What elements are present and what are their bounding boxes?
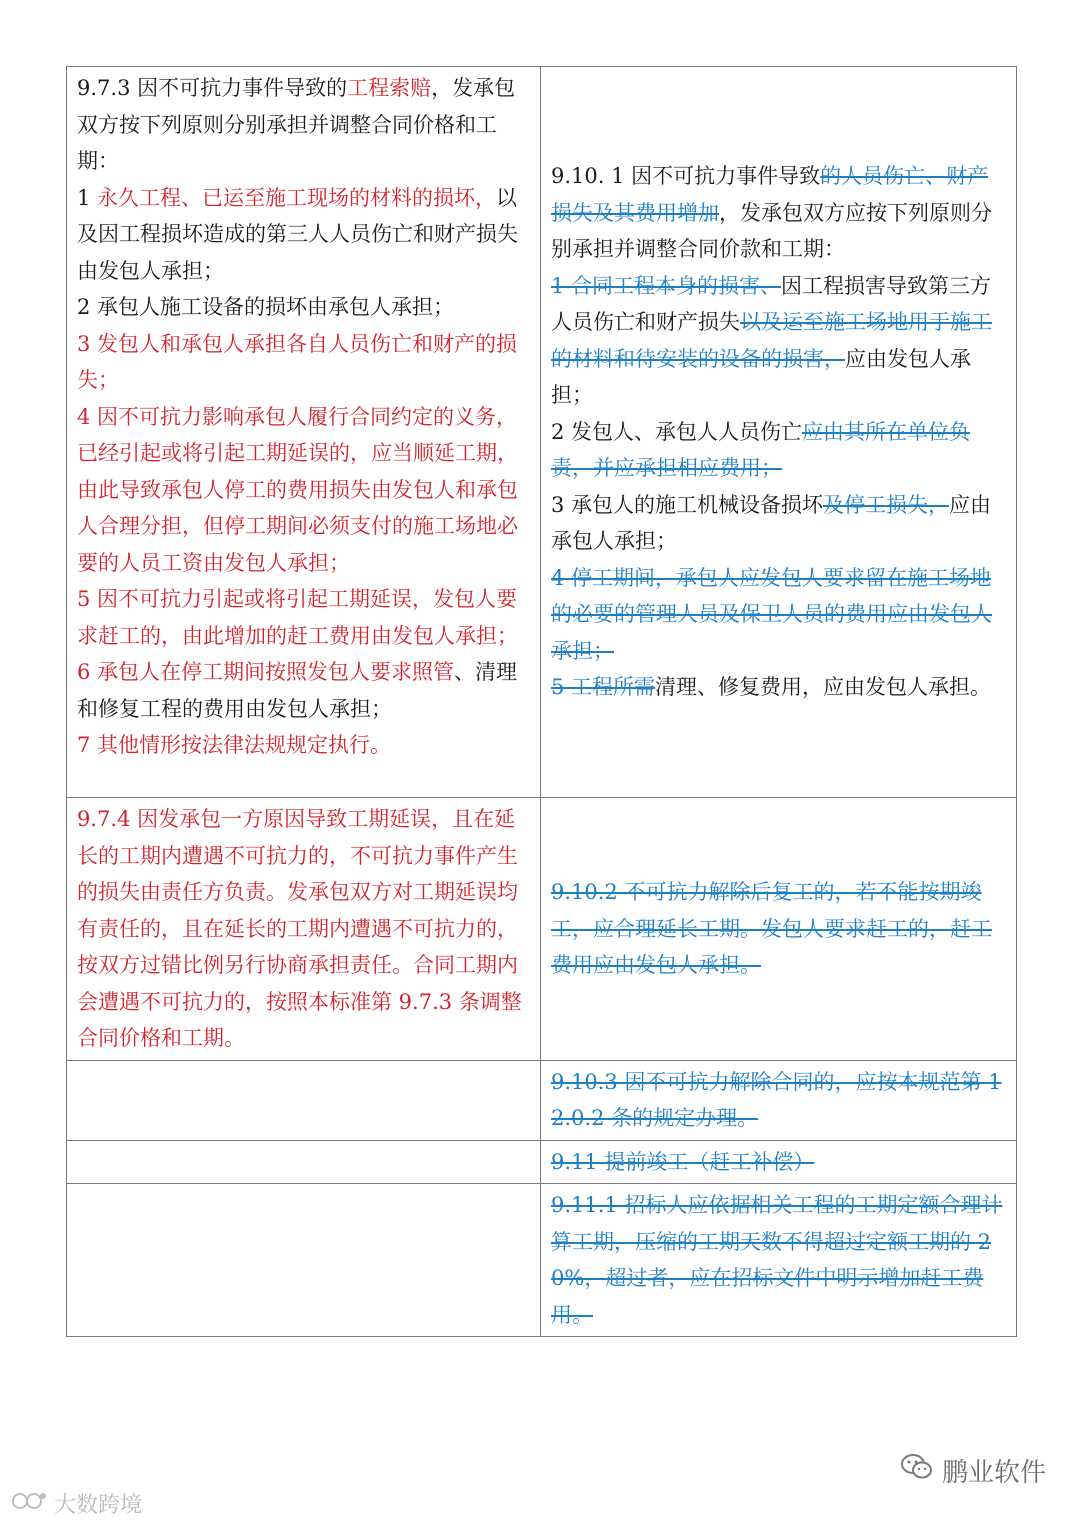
right-cell-9-10-3: 9.10.3 因不可抗力解除合同的，应按本规范第 12.0.2 条的规定办理。 (541, 1060, 1017, 1140)
table-row (67, 1060, 1017, 1140)
empty-left-cell (67, 1140, 541, 1184)
clause-item-7: 7 其他情形按法律法规规定执行。 (77, 733, 392, 757)
left-cell-9-7-3 (67, 67, 541, 798)
clause-item-2: 2 发包人、承包人人员伤亡应由其所在单位负责，并应承担相应费用； (551, 419, 971, 481)
watermark-text: 大数跨境 (54, 1493, 143, 1518)
left-cell-9-7-4: 9.7.4 因发承包一方原因导致工期延误，且在延长的工期内遭遇不可抗力的，不可抗力事件产生的损失由责任方负责。发承包双方对工期延误均有责任的，且在延长的工期内遭遇不可抗力的，按双方过错比例另行协商承担责任。合同工期内会遭遇不可抗力的，按照本标准第 9.7.3 条调整合同价格和工期。 (67, 798, 541, 1061)
right-cell-9-10-2: 9.10.2 不可抗力解除后复工的，若不能按期竣工，应合理延长工期。发包人要求赶工的，赶工费用应由发包人承担。 (541, 798, 1017, 1061)
clause-item-4: 4 停工期间，承包人应发包人要求留在施工场地的必要的管理人员及保卫人员的费用应由发包人承担； (551, 565, 992, 663)
watermark (12, 1488, 142, 1519)
brand-footer (900, 1452, 1046, 1489)
clause-item-3: 3 发包人和承包人承担各自人员伤亡和财产的损失； (77, 331, 518, 392)
clause-item-4: 4 因不可抗力影响承包人履行合同约定的义务，已经引起或将引起工期延误的，应当顺延工期，由此导致承包人停工的费用损失由发包人和承包人合理分担，但停工期间必须支付的施工场地必要的人员工资由发包人承担； (77, 404, 518, 575)
clause-item-1: 1 合同工程本身的损害、因工程损害导致第三方人员伤亡和财产损失以及运至施工场地用于施工的材料和待安装的设备的损害，应由发包人承担； (551, 273, 992, 408)
clause-item-3: 3 承包人的施工机械设备损坏及停工损失，应由承包人承担； (551, 492, 992, 554)
table-row (67, 798, 1017, 1061)
brand-name: 鹏业软件 (941, 1458, 1046, 1488)
clause-item-1: 1 永久工程、已运至施工现场的材料的损坏，以及因工程损坏造成的第三人人员伤亡和财产损失由发包人承担； (77, 185, 518, 283)
clause-9-7-3-lead: 9.7.3 因不可抗力事件导致的工程索赔，发承包双方按下列原则分别承担并调整合同价格和工期： (77, 76, 516, 173)
clause-item-5: 5 工程所需清理、修复费用，应由发包人承担。 (551, 675, 992, 700)
watermark-logo-icon (12, 1490, 48, 1518)
right-cell-9-11-1: 9.11.1 招标人应依据相关工程的工期定额合理计算工期，压缩的工期天数不得超过定额工期的 20%，超过者，应在招标文件中明示增加赶工费用。 (541, 1184, 1017, 1337)
clause-item-6: 6 承包人在停工期间按照发包人要求照管、清理和修复工程的费用由发包人承担； (77, 660, 518, 721)
wechat-icon (900, 1453, 934, 1488)
clause-9-10-1-lead: 9.10. 1 因不可抗力事件导致的人员伤亡、财产损失及其费用增加，发承包双方应按下列原则分别承担并调整合同价款和工期： (551, 164, 992, 262)
table-row (67, 1140, 1017, 1184)
clause-item-5: 5 因不可抗力引起或将引起工期延误，发包人要求赶工的，由此增加的赶工费用由发包人承担； (77, 587, 518, 648)
comparison-table (66, 66, 1017, 1337)
table-row (67, 1184, 1017, 1337)
right-cell-9-10-1 (541, 67, 1017, 798)
table-row (67, 67, 1017, 798)
clause-item-2: 2 承包人施工设备的损坏由承包人承担； (77, 295, 455, 319)
right-cell-9-11: 9.11 提前竣工（赶工补偿） (541, 1140, 1017, 1184)
empty-left-cell (67, 1184, 541, 1337)
empty-left-cell (67, 1060, 541, 1140)
